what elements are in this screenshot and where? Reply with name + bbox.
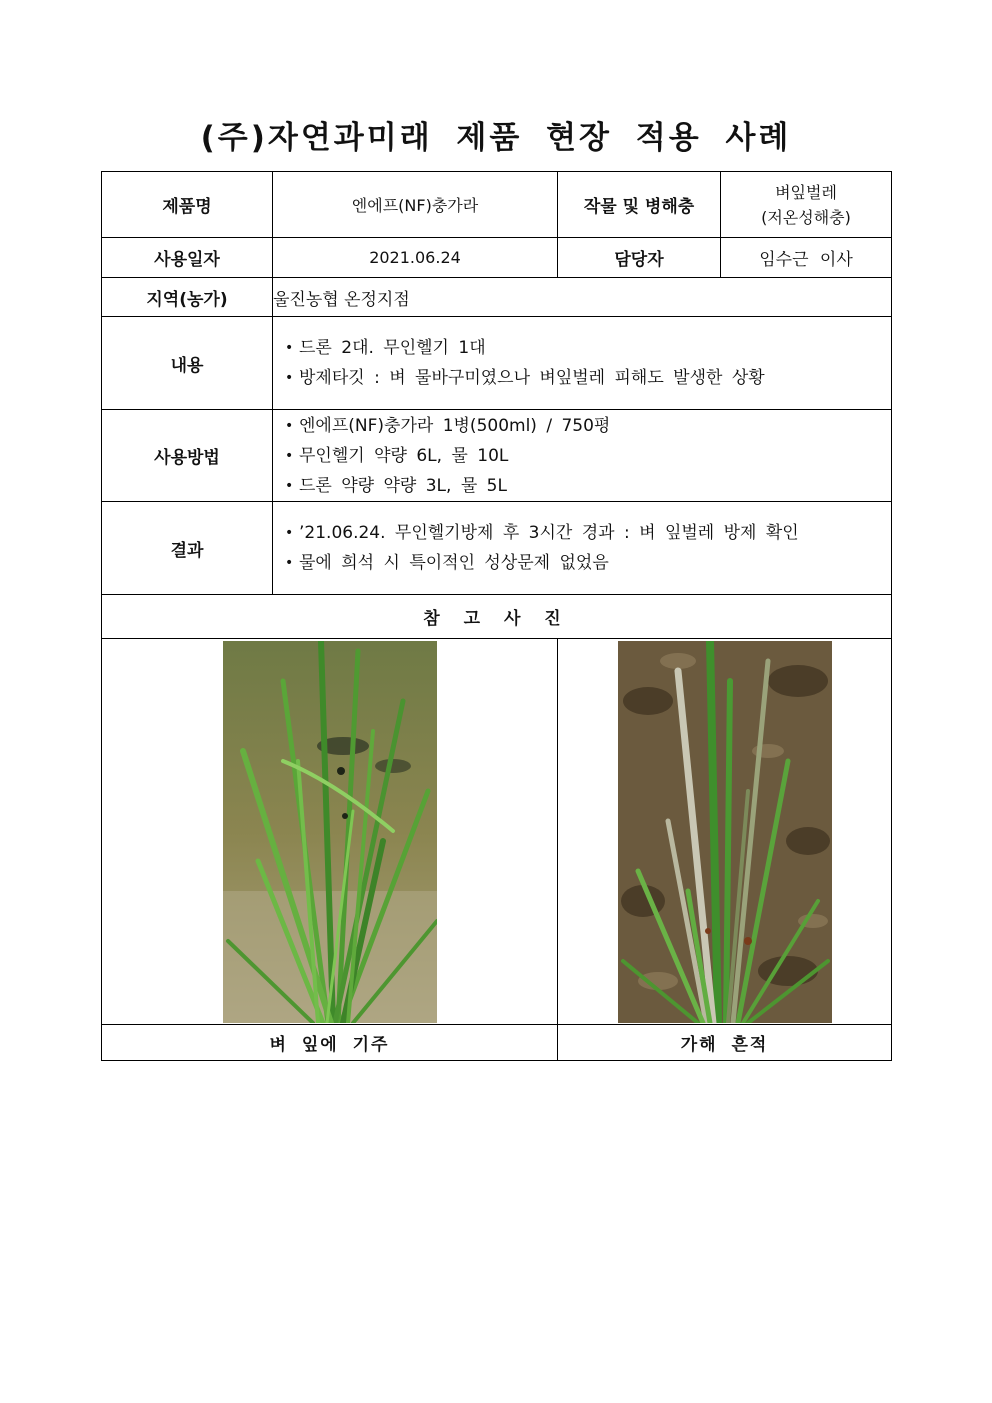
rice-leaf-photo xyxy=(223,641,437,1023)
document-title: (주)자연과미래 제품 현장 적용 사례 xyxy=(200,120,792,156)
method-label: 사용방법 xyxy=(102,410,273,502)
content-label: 내용 xyxy=(102,317,273,410)
content-cell xyxy=(273,317,892,410)
crop-value-line1: 벼잎벌레 xyxy=(775,182,837,202)
result-list xyxy=(273,518,891,578)
method-cell xyxy=(273,410,892,502)
manager-value: 임수근 이사 xyxy=(721,238,892,278)
result-item: • 물에 희석 시 특이적인 성상문제 없었음 xyxy=(285,548,891,578)
content-list xyxy=(273,333,891,393)
content-item: • 드론 2대. 무인헬기 1대 xyxy=(285,333,891,363)
method-item: • 드론 약량 약량 3L, 물 5L xyxy=(285,471,891,501)
photo2-caption: 가해 흔적 xyxy=(558,1025,892,1061)
photo-cell-1 xyxy=(102,639,558,1025)
manager-label: 담당자 xyxy=(558,238,721,278)
date-label: 사용일자 xyxy=(102,238,273,278)
crop-label: 작물 및 병해충 xyxy=(558,172,721,238)
region-value: 울진농협 온정지점 xyxy=(273,278,892,317)
method-item: • 엔에프(NF)충가라 1병(500ml) / 750평 xyxy=(285,411,891,441)
result-label: 결과 xyxy=(102,502,273,595)
product-value: 엔에프(NF)충가라 xyxy=(273,172,558,238)
result-cell xyxy=(273,502,892,595)
content-item: • 방제타깃 : 벼 물바구미였으나 벼잎벌레 피해도 발생한 상황 xyxy=(285,363,891,393)
method-list xyxy=(273,411,891,501)
product-label: 제품명 xyxy=(102,172,273,238)
reference-heading: 참 고 사 진 xyxy=(102,595,892,639)
crop-value xyxy=(721,172,892,238)
report-table xyxy=(101,171,892,1061)
photo1-caption: 벼 잎에 기주 xyxy=(102,1025,558,1061)
photo-cell-2 xyxy=(558,639,892,1025)
region-label: 지역(농가) xyxy=(102,278,273,317)
date-value: 2021.06.24 xyxy=(273,238,558,278)
method-item: • 무인헬기 약량 6L, 물 10L xyxy=(285,441,891,471)
damage-trace-photo xyxy=(618,641,832,1023)
result-item: • ’21.06.24. 무인헬기방제 후 3시간 경과 : 벼 잎벌레 방제 확인 xyxy=(285,518,891,548)
crop-value-line2: (저온성해충) xyxy=(761,207,851,227)
